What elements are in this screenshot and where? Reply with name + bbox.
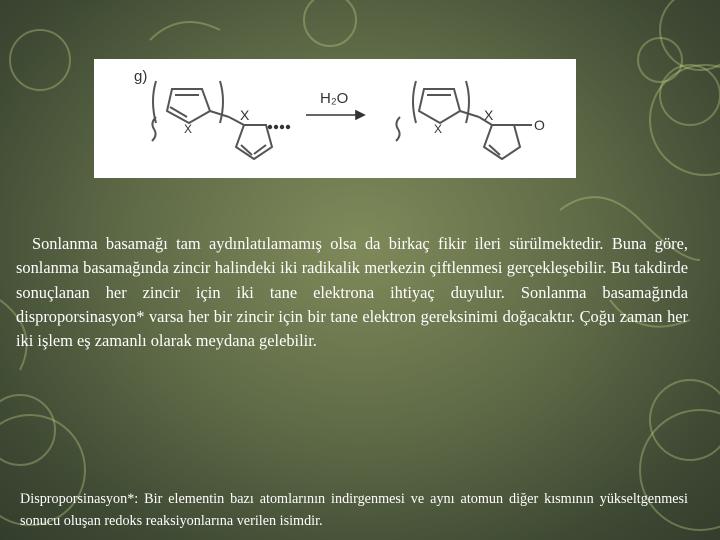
radical-dot (286, 125, 290, 129)
reagent-label: H₂O (320, 90, 349, 107)
main-paragraph: Sonlanma basamağı tam aydınlatılamamış olsa da birkaç fikir ileri sürülmektedir. Buna göre, sonlanma basamağında zincir halindeki iki radikalik merkezin çiftlenmesi gerçekleşebilir. Bu takdirde sonuçlanan her zincir için iki tane elektrona ihtiyaç duyulur. Sonlanma basamağında disproporsinasyon* varsa her bir zincir için bir tane elektron gereksinimi doğacaktır. Çoğu zaman her iki işlem eş zamanlı olarak meydana gelebilir. (16, 234, 688, 351)
reaction-arrow (306, 111, 364, 119)
scheme-step-label: g) (134, 68, 148, 85)
product-oxygen-atom: O (534, 117, 545, 133)
footnote-definition: Disproporsinasyon*: Bir elementin bazı atomlarının indirgenmesi ve aynı atomun diğer kısmının yükseltgenmesi sonucu oluşan redoks reaksiyonlarına verilen isimdir. (20, 491, 688, 529)
radical-dot (280, 125, 284, 129)
product-x-atom-2: X (434, 122, 443, 136)
reactant-x-atom: X (240, 107, 250, 123)
product-molecule (396, 81, 532, 159)
reactant-x-atom-2: X (184, 122, 193, 136)
reaction-scheme-image (94, 59, 576, 178)
radical-dot (274, 125, 278, 129)
radical-dot (268, 125, 272, 129)
reactant-molecule (152, 81, 272, 159)
reaction-scheme-drawing (94, 59, 576, 178)
product-x-atom: X (484, 107, 494, 123)
